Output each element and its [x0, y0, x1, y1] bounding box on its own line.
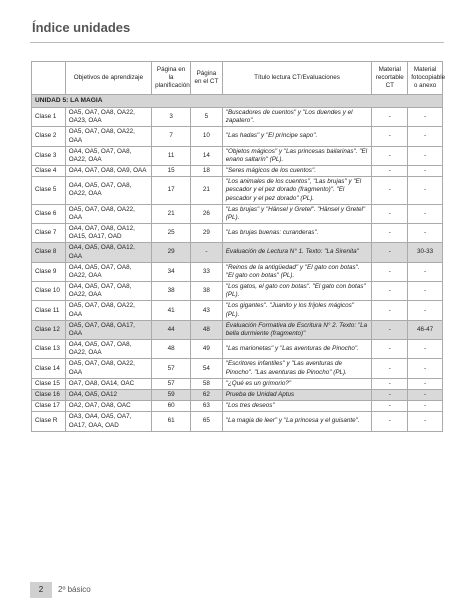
pagina-ct-cell: 29 [191, 224, 223, 243]
titulo-cell: "Los animales de los cuentos", "Las brujas" y "El pescador y el pez dorado (fragmento)". "El pescador y el pez dorado" (PL). [222, 177, 372, 205]
objetivos-cell: OA2, OA7, OA8, OAC [65, 401, 151, 412]
pagina-ct-cell: 18 [191, 166, 223, 177]
material-recortable-cell: - [372, 224, 408, 243]
material-recortable-cell: - [372, 146, 408, 165]
pagina-ct-cell: 14 [191, 146, 223, 165]
objetivos-cell: OA5, OA7, OA8, OA22, OAA [65, 204, 151, 223]
clase-cell: Clase 8 [32, 243, 66, 262]
material-recortable-cell: - [372, 243, 408, 262]
header-pagina-ct: Página en el CT [191, 62, 223, 95]
material-recortable-cell: - [372, 320, 408, 339]
material-recortable-cell: - [372, 127, 408, 146]
pagina-ct-cell: 43 [191, 301, 223, 320]
titulo-cell: "Objetos mágicos" y "Las princesas bailarinas". "El enano saltarín" (PL). [222, 146, 372, 165]
pagina-ct-cell: 38 [191, 282, 223, 301]
table-row [32, 320, 443, 339]
clase-cell: Clase 17 [32, 401, 66, 412]
titulo-cell: Evaluación Formativa de Escritura N° 2. Texto: "La bella durmiente (fragmento)" [222, 320, 372, 339]
pagina-ct-cell: 54 [191, 359, 223, 378]
material-fotocopiable-cell: 46-47 [408, 320, 443, 339]
header-pagina-planificacion: Página en la planificación [152, 62, 191, 95]
clase-cell: Clase 15 [32, 378, 66, 389]
objetivos-cell: OA4, OA5, OA7, OA8, OA22, OAA [65, 340, 151, 359]
objetivos-cell: OA4, OA5, OA7, OA8, OA22, OAA [65, 282, 151, 301]
pagina-planificacion-cell: 57 [152, 359, 191, 378]
pagina-ct-cell: 62 [191, 389, 223, 400]
table-row [32, 401, 443, 412]
objetivos-cell: OA5, OA7, OA8, OA22, OAA [65, 127, 151, 146]
pagina-planificacion-cell: 60 [152, 401, 191, 412]
clase-cell: Clase R [32, 412, 66, 431]
objetivos-cell: OA5, OA7, OA8, OA17, OAA [65, 320, 151, 339]
material-fotocopiable-cell: - [408, 378, 443, 389]
material-recortable-cell: - [372, 177, 408, 205]
material-fotocopiable-cell: - [408, 177, 443, 205]
material-recortable-cell: - [372, 359, 408, 378]
objetivos-cell: OA5, OA7, OA8, OA22, OAA [65, 359, 151, 378]
titulo-cell: "Las brujas buenas: curanderas". [222, 224, 372, 243]
material-fotocopiable-cell: - [408, 108, 443, 127]
clase-cell: Clase 7 [32, 224, 66, 243]
material-recortable-cell: - [372, 378, 408, 389]
material-fotocopiable-cell: 30-33 [408, 243, 443, 262]
pagina-planificacion-cell: 11 [152, 146, 191, 165]
clase-cell: Clase 5 [32, 177, 66, 205]
titulo-cell: "Reinos de la antigüedad" y "El gato con botas". "El gato con botas" (PL). [222, 262, 372, 281]
header-material-recortable: Material recortable CT [372, 62, 408, 95]
titulo-cell: Evaluación de Lectura N° 1. Texto: "La Sirenita" [222, 243, 372, 262]
objetivos-cell: OA3, OA4, OA5, OA7, OA17, OAA, OAD [65, 412, 151, 431]
objetivos-cell: OA5, OA7, OA8, OA22, OA23, OAA [65, 108, 151, 127]
objetivos-cell: OA4, OA7, OA8, OA12, OA15, OA17, OAD [65, 224, 151, 243]
pagina-ct-cell: 49 [191, 340, 223, 359]
material-recortable-cell: - [372, 282, 408, 301]
titulo-cell: "Buscadores de cuentos" y "Los duendes y el zapatero". [222, 108, 372, 127]
table-row [32, 224, 443, 243]
clase-cell: Clase 16 [32, 389, 66, 400]
pagina-ct-cell: 33 [191, 262, 223, 281]
material-recortable-cell: - [372, 166, 408, 177]
material-fotocopiable-cell: - [408, 127, 443, 146]
pagina-ct-cell: 10 [191, 127, 223, 146]
pagina-planificacion-cell: 59 [152, 389, 191, 400]
clase-cell: Clase 9 [32, 262, 66, 281]
table-row [32, 204, 443, 223]
titulo-cell: "¿Qué es un grimorio?" [222, 378, 372, 389]
pagina-planificacion-cell: 61 [152, 412, 191, 431]
pagina-ct-cell: 26 [191, 204, 223, 223]
unit-row [32, 95, 443, 108]
objetivos-cell: OA4, OA5, OA7, OA8, OA22, OAA [65, 177, 151, 205]
objetivos-cell: OA5, OA7, OA8, OA22, OAA [65, 301, 151, 320]
material-recortable-cell: - [372, 389, 408, 400]
pagina-planificacion-cell: 15 [152, 166, 191, 177]
material-fotocopiable-cell: - [408, 340, 443, 359]
unit-label: UNIDAD 5: LA MAGIA [32, 95, 443, 108]
header-material-fotocopiable: Material fotocopiable o anexo [408, 62, 443, 95]
pagina-planificacion-cell: 34 [152, 262, 191, 281]
header-clase [32, 62, 66, 95]
table-row [32, 359, 443, 378]
material-recortable-cell: - [372, 204, 408, 223]
page-number: 2 [30, 582, 52, 598]
material-fotocopiable-cell: - [408, 224, 443, 243]
table-row [32, 243, 443, 262]
table-row [32, 412, 443, 431]
table-row [32, 108, 443, 127]
material-recortable-cell: - [372, 301, 408, 320]
objetivos-cell: OA7, OA8, OA14, OAC [65, 378, 151, 389]
material-fotocopiable-cell: - [408, 166, 443, 177]
pagina-planificacion-cell: 21 [152, 204, 191, 223]
material-fotocopiable-cell: - [408, 146, 443, 165]
material-fotocopiable-cell: - [408, 282, 443, 301]
table-row [32, 177, 443, 205]
objetivos-cell: OA4, OA5, OA12 [65, 389, 151, 400]
pagina-ct-cell: - [191, 243, 223, 262]
clase-cell: Clase 11 [32, 301, 66, 320]
pagina-planificacion-cell: 41 [152, 301, 191, 320]
pagina-planificacion-cell: 44 [152, 320, 191, 339]
table-row [32, 340, 443, 359]
pagina-planificacion-cell: 57 [152, 378, 191, 389]
clase-cell: Clase 6 [32, 204, 66, 223]
material-fotocopiable-cell: - [408, 359, 443, 378]
table-header-row [32, 62, 443, 95]
titulo-cell: "Las marionetas" y "Las aventuras de Pinocho". [222, 340, 372, 359]
table-row [32, 127, 443, 146]
clase-cell: Clase 1 [32, 108, 66, 127]
objetivos-cell: OA4, OA5, OA7, OA8, OA22, OAA [65, 146, 151, 165]
pagina-ct-cell: 65 [191, 412, 223, 431]
material-recortable-cell: - [372, 108, 408, 127]
material-recortable-cell: - [372, 401, 408, 412]
table-row [32, 166, 443, 177]
titulo-cell: "Escritores infantiles" y "Las aventuras de Pinocho". "Las aventuras de Pinocho" (PL). [222, 359, 372, 378]
table-row [32, 378, 443, 389]
objetivos-cell: OA4, OA7, OA8, OA9, OAA [65, 166, 151, 177]
header-objetivos: Objetivos de aprendizaje [65, 62, 151, 95]
material-fotocopiable-cell: - [408, 401, 443, 412]
pagina-ct-cell: 58 [191, 378, 223, 389]
titulo-cell: "Las hadas" y "El príncipe sapo". [222, 127, 372, 146]
pagina-planificacion-cell: 17 [152, 177, 191, 205]
pagina-ct-cell: 21 [191, 177, 223, 205]
header-titulo: Título lectura CT/Evaluaciones [222, 62, 372, 95]
material-fotocopiable-cell: - [408, 262, 443, 281]
titulo-cell: "Los gigantes". "Juanito y los frijoles mágicos" (PL). [222, 301, 372, 320]
table-row [32, 301, 443, 320]
material-fotocopiable-cell: - [408, 389, 443, 400]
pagina-planificacion-cell: 25 [152, 224, 191, 243]
titulo-cell: "Seres mágicos de los cuentos". [222, 166, 372, 177]
titulo-cell: Prueba de Unidad Aptus [222, 389, 372, 400]
pagina-ct-cell: 63 [191, 401, 223, 412]
pagina-planificacion-cell: 3 [152, 108, 191, 127]
table-row [32, 282, 443, 301]
table-row [32, 389, 443, 400]
material-recortable-cell: - [372, 412, 408, 431]
clase-cell: Clase 3 [32, 146, 66, 165]
material-recortable-cell: - [372, 262, 408, 281]
page-footer [30, 582, 120, 598]
grade-label: 2º básico [58, 585, 91, 594]
clase-cell: Clase 10 [32, 282, 66, 301]
clase-cell: Clase 13 [32, 340, 66, 359]
titulo-cell: "La magia de leer" y "La princesa y el guisante". [222, 412, 372, 431]
objetivos-cell: OA4, OA5, OA7, OA8, OA22, OAA [65, 262, 151, 281]
pagina-planificacion-cell: 38 [152, 282, 191, 301]
material-recortable-cell: - [372, 340, 408, 359]
pagina-ct-cell: 5 [191, 108, 223, 127]
clase-cell: Clase 2 [32, 127, 66, 146]
table-row [32, 146, 443, 165]
title-divider [30, 42, 444, 43]
pagina-planificacion-cell: 7 [152, 127, 191, 146]
material-fotocopiable-cell: - [408, 204, 443, 223]
titulo-cell: "Los gatos, el gato con botas". "El gato con botas" (PL). [222, 282, 372, 301]
page-title: Índice unidades [32, 20, 131, 35]
table-row [32, 262, 443, 281]
objetivos-cell: OA4, OA5, OA8, OA12, OAA [65, 243, 151, 262]
pagina-planificacion-cell: 48 [152, 340, 191, 359]
clase-cell: Clase 4 [32, 166, 66, 177]
titulo-cell: "Los tres deseos" [222, 401, 372, 412]
clase-cell: Clase 14 [32, 359, 66, 378]
material-fotocopiable-cell: - [408, 301, 443, 320]
pagina-ct-cell: 48 [191, 320, 223, 339]
units-index-table [31, 61, 446, 432]
material-fotocopiable-cell: - [408, 412, 443, 431]
titulo-cell: "Las brujas" y "Hänsel y Gretel". "Hänsel y Gretel" (PL). [222, 204, 372, 223]
clase-cell: Clase 12 [32, 320, 66, 339]
pagina-planificacion-cell: 29 [152, 243, 191, 262]
